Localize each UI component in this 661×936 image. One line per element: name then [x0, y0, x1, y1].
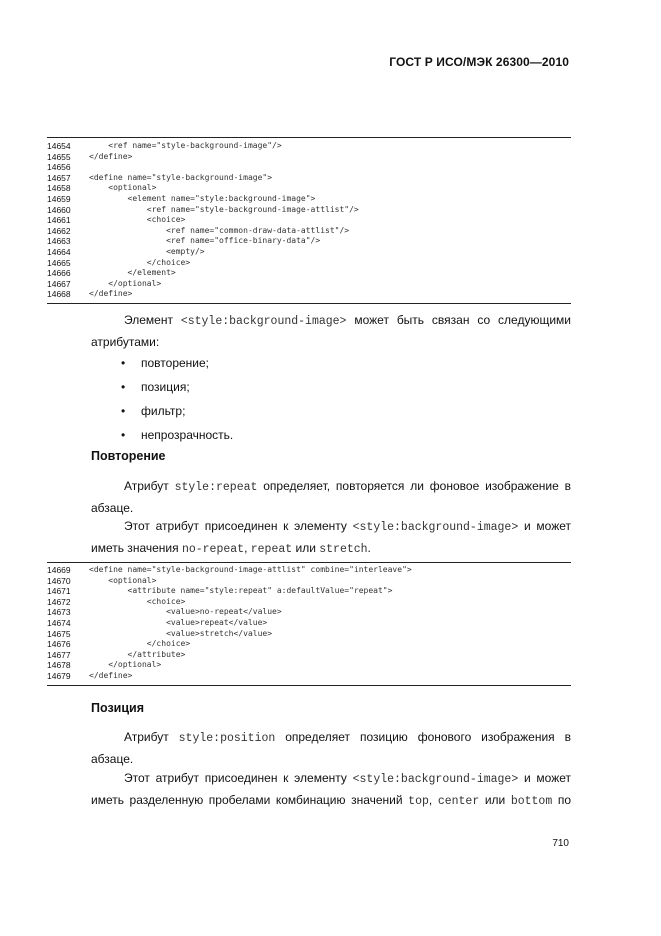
line-number: 14661: [47, 215, 71, 226]
code-line: [47, 671, 571, 682]
text: ,: [244, 541, 251, 555]
code-text: <optional>: [89, 575, 157, 585]
value-name: no-repeat: [181, 543, 245, 556]
code-line: [47, 205, 571, 216]
line-number: 14677: [47, 649, 71, 660]
text: .: [367, 541, 371, 555]
code-text: </optional>: [89, 660, 162, 670]
element-name: <style:background-image>: [352, 773, 519, 786]
code-text: </attribute>: [89, 649, 186, 659]
code-line: [47, 247, 571, 258]
text: может быть связан со следующими: [346, 313, 571, 327]
code-text: <ref name="office-binary-data"/>: [89, 236, 321, 246]
text: Атрибут: [124, 479, 175, 493]
line-number: 14669: [47, 565, 71, 575]
code-line: [47, 565, 571, 576]
text: ,: [428, 793, 438, 807]
list-item: [121, 399, 233, 423]
value-name: top: [408, 795, 429, 808]
position-paragraph-1: [91, 726, 571, 750]
code-text: <choice>: [89, 596, 186, 606]
code-line: [47, 618, 571, 629]
repeat-paragraph-1-cont: абзаце.: [91, 501, 134, 515]
attribute-name: style:position: [178, 732, 276, 745]
line-number: 14662: [47, 225, 71, 236]
code-text: </define>: [89, 151, 133, 161]
code-listing-2: [47, 562, 571, 686]
position-paragraph-2: [91, 767, 571, 791]
code-line: [47, 639, 571, 650]
line-number: 14654: [47, 141, 71, 151]
code-line: [47, 268, 571, 279]
code-text: <value>repeat</value>: [89, 617, 268, 627]
line-number: 14664: [47, 246, 71, 257]
text: или: [292, 541, 320, 555]
line-number: 14665: [47, 257, 71, 268]
attributes-list: [121, 351, 233, 447]
code-line: [47, 183, 571, 194]
attribute-name: style:repeat: [174, 481, 258, 494]
line-number: 14656: [47, 162, 71, 173]
code-line: [47, 236, 571, 247]
line-number: 14672: [47, 596, 71, 607]
bullet: •: [121, 428, 126, 442]
text: определяет позицию фонового изображения в: [275, 730, 571, 744]
code-line: [47, 650, 571, 661]
code-text: </choice>: [89, 257, 191, 267]
line-number: 14655: [47, 151, 71, 162]
code-line: [47, 660, 571, 671]
code-text: <define name="style-background-image-attlist" combine="interleave">: [89, 565, 412, 574]
code-text: </optional>: [89, 278, 162, 288]
text: Этот атрибут присоединен к элементу: [124, 771, 353, 785]
page-number: 710: [552, 838, 569, 849]
code-text: <ref name="common-draw-data-attlist"/>: [89, 225, 350, 235]
line-number: 14676: [47, 639, 71, 650]
code-text: </element>: [89, 268, 176, 278]
section-heading-position: Позиция: [91, 701, 145, 715]
line-number: 14675: [47, 628, 71, 639]
value-name: stretch: [319, 543, 368, 556]
code-text: <define name="style-background-image">: [89, 172, 273, 182]
code-text: <element name="style:background-image">: [89, 193, 316, 203]
text: или: [479, 793, 511, 807]
element-name: <style:background-image>: [352, 521, 519, 534]
line-number: 14670: [47, 575, 71, 586]
code-text: <value>no-repeat</value>: [89, 607, 282, 617]
position-paragraph-1-cont: абзаце.: [91, 752, 134, 766]
list-item-text: фильтр;: [141, 404, 186, 418]
code-text: <attribute name="style:repeat" a:defaultValue="repeat">: [89, 586, 393, 596]
line-number: 14660: [47, 204, 71, 215]
section-heading-repeat: Повторение: [91, 449, 166, 463]
code-text: </choice>: [89, 639, 191, 649]
value-name: center: [437, 795, 480, 808]
code-line: [47, 173, 571, 184]
bullet: •: [121, 356, 126, 370]
text: определяет, повторяется ли фоновое изображение в: [257, 479, 571, 493]
code-text: </define>: [89, 670, 133, 680]
line-number: 14674: [47, 617, 71, 628]
code-line: [47, 215, 571, 226]
code-text: <empty/>: [89, 246, 205, 256]
list-item: [121, 375, 233, 399]
bullet: •: [121, 404, 126, 418]
code-line: [47, 141, 571, 152]
text: по: [552, 793, 571, 807]
line-number: 14657: [47, 172, 71, 183]
code-listing-1: [47, 137, 571, 304]
list-item-text: повторение;: [141, 356, 210, 370]
line-number: 14668: [47, 289, 71, 300]
text: иметь значения: [91, 541, 182, 555]
bullet: •: [121, 380, 126, 394]
list-item-text: позиция;: [141, 380, 190, 394]
line-number: 14679: [47, 670, 71, 681]
element-name: <style:background-image>: [180, 315, 347, 328]
code-text: <choice>: [89, 215, 186, 225]
intro-paragraph: [91, 309, 571, 333]
line-number: 14658: [47, 183, 71, 194]
intro-paragraph-cont: атрибутами:: [91, 335, 160, 349]
line-number: 14659: [47, 193, 71, 204]
code-text: <optional>: [89, 183, 157, 193]
code-line: [47, 194, 571, 205]
position-paragraph-3: [91, 789, 571, 813]
line-number: 14666: [47, 268, 71, 279]
line-number: 14667: [47, 278, 71, 289]
code-line: [47, 586, 571, 597]
line-number: 14671: [47, 586, 71, 597]
line-number: 14673: [47, 607, 71, 618]
repeat-paragraph-3: [91, 537, 571, 561]
code-line: [47, 597, 571, 608]
code-text: </define>: [89, 289, 133, 299]
text: и может: [518, 771, 571, 785]
code-line: [47, 629, 571, 640]
repeat-paragraph-2: [91, 515, 571, 539]
list-item: [121, 423, 233, 447]
list-item: [121, 351, 233, 375]
code-text: <ref name="style-background-image"/>: [89, 141, 282, 150]
list-item-text: непрозрачность.: [141, 428, 234, 442]
code-text: <ref name="style-background-image-attlist"/>: [89, 204, 359, 214]
code-line: [47, 576, 571, 587]
text: и может: [518, 519, 571, 533]
value-name: bottom: [510, 795, 553, 808]
repeat-paragraph-1: [91, 475, 571, 499]
code-text: <value>stretch</value>: [89, 628, 273, 638]
value-name: repeat: [250, 543, 293, 556]
code-line: [47, 279, 571, 290]
text: иметь разделенную пробелами комбинацию значений: [91, 793, 409, 807]
text: Атрибут: [124, 730, 179, 744]
text: Этот атрибут присоединен к элементу: [124, 519, 353, 533]
line-number: 14663: [47, 236, 71, 247]
code-line: [47, 226, 571, 237]
code-line: [47, 162, 571, 173]
code-line: [47, 152, 571, 163]
code-line: [47, 258, 571, 269]
text: Элемент: [124, 313, 181, 327]
code-line: [47, 607, 571, 618]
document-header: ГОСТ Р ИСО/МЭК 26300—2010: [389, 55, 569, 69]
code-line: [47, 289, 571, 300]
line-number: 14678: [47, 660, 71, 671]
